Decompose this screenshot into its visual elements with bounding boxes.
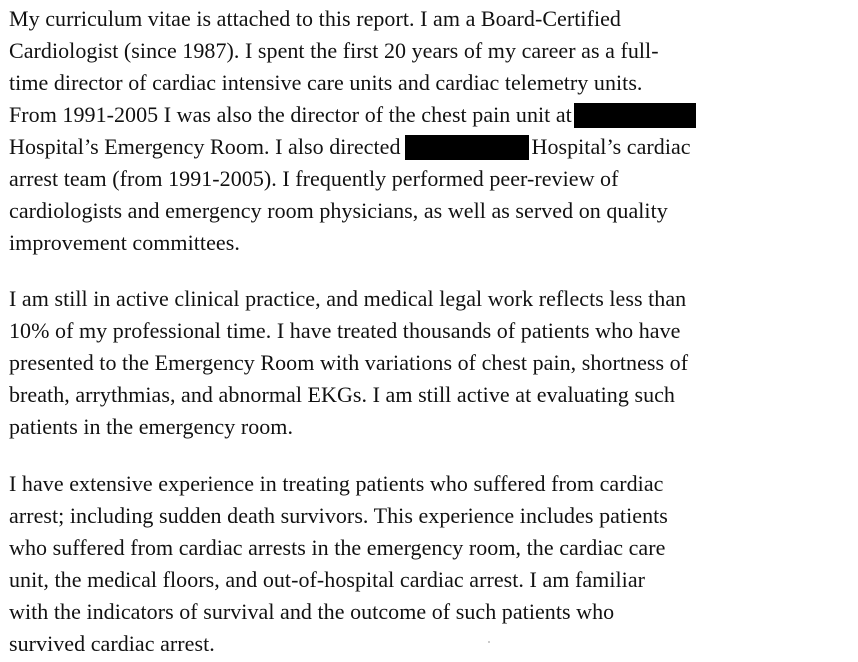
text-line: unit, the medical floors, and out-of-hospital cardiac arrest. I am familiar (9, 567, 646, 592)
text-segment: Hospital’s Emergency Room. I also directed (9, 134, 401, 159)
text-line: improvement committees. (9, 230, 240, 255)
text-line: arrest; including sudden death survivors. This experience includes patients (9, 503, 668, 528)
text-line: time director of cardiac intensive care units and cardiac telemetry units. (9, 70, 643, 95)
text-segment: From 1991-2005 I was also the director of the chest pain unit at (9, 102, 572, 127)
text-line: breath, arrythmias, and abnormal EKGs. I am still active at evaluating such (9, 382, 675, 407)
text-line: patients in the emergency room. (9, 414, 294, 439)
text-line (9, 131, 691, 163)
text-line: Cardiologist (since 1987). I spent the first 20 years of my career as a full- (9, 38, 659, 63)
text-line: My curriculum vitae is attached to this report. I am a Board-Certified (9, 6, 621, 31)
text-line (9, 99, 696, 131)
text-line: I am still in active clinical practice, and medical legal work reflects less than (9, 286, 687, 311)
text-line: with the indicators of survival and the outcome of such patients who (9, 599, 615, 624)
text-line: I have extensive experience in treating patients who suffered from cardiac (9, 471, 664, 496)
text-line: who suffered from cardiac arrests in the emergency room, the cardiac care (9, 535, 666, 560)
text-line: cardiologists and emergency room physicians, as well as served on quality (9, 198, 668, 223)
redaction-box (405, 135, 529, 160)
text-line: presented to the Emergency Room with variations of chest pain, shortness of (9, 350, 689, 375)
text-segment: Hospital’s cardiac (531, 134, 691, 159)
redaction-box (574, 103, 696, 128)
text-line: arrest team (from 1991-2005). I frequently performed peer-review of (9, 166, 619, 191)
text-line: 10% of my professional time. I have treated thousands of patients who have (9, 318, 681, 343)
text-line: survived cardiac arrest. (9, 631, 215, 656)
scan-speck (488, 641, 490, 643)
